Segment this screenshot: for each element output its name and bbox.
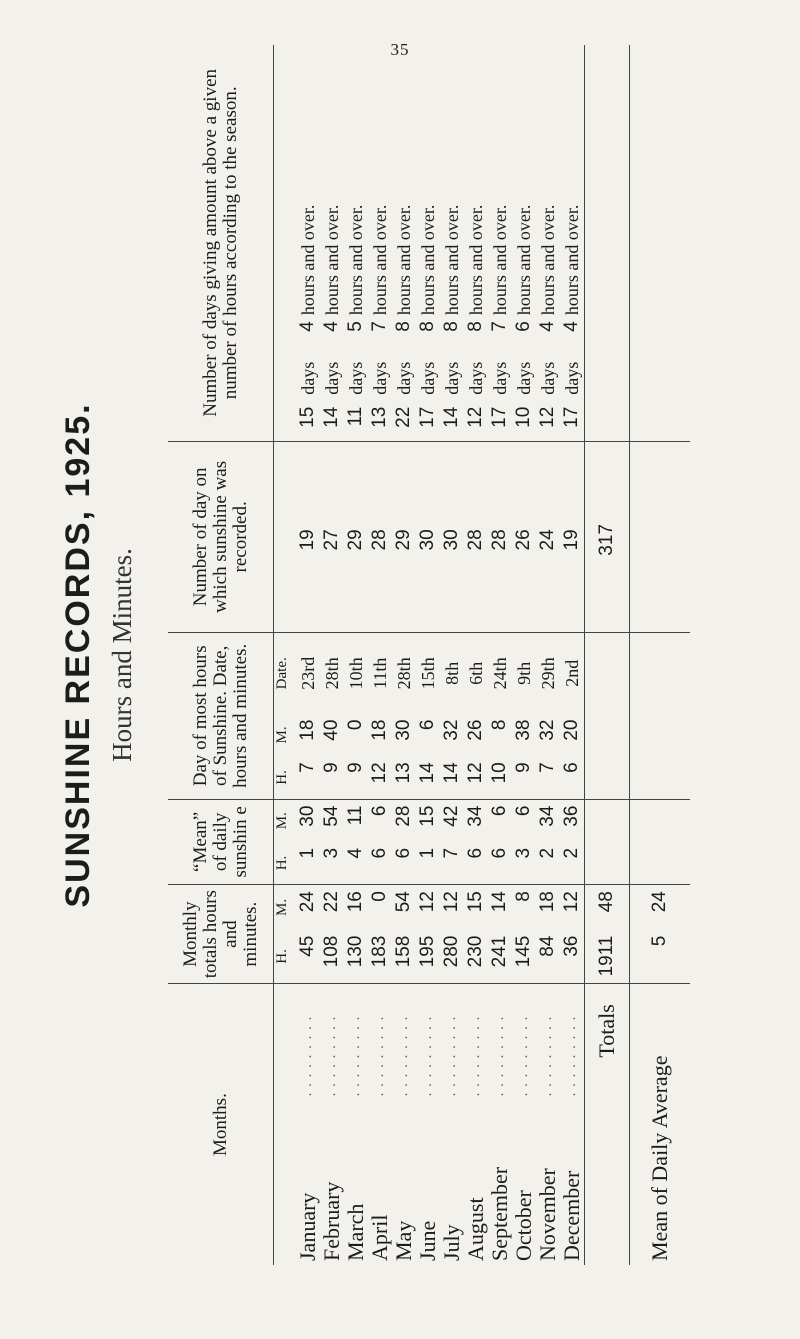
month-name: March bbox=[343, 1203, 368, 1261]
unit-m: M. bbox=[274, 898, 290, 916]
days-label: days bbox=[562, 361, 582, 395]
max-date: 2nd bbox=[562, 659, 582, 687]
empty-cell bbox=[630, 45, 691, 441]
days-recorded: 24 bbox=[536, 441, 560, 632]
leader-dots: ......... bbox=[396, 1010, 411, 1097]
empty-cell bbox=[630, 441, 691, 632]
hours-label: hours and over. bbox=[538, 204, 558, 316]
empty-cell bbox=[630, 633, 691, 800]
leader-dots: ......... bbox=[300, 1010, 315, 1097]
mean-minutes: 30 bbox=[297, 805, 318, 827]
mean-row bbox=[630, 45, 691, 1265]
leader-dots: ......... bbox=[420, 1010, 435, 1097]
max-hours: 9 bbox=[320, 756, 344, 799]
mean-minutes: 54 bbox=[321, 805, 342, 827]
rotated-sheet bbox=[58, 45, 672, 1265]
max-hours: 12 bbox=[368, 756, 392, 799]
month-name: July bbox=[439, 1224, 464, 1261]
total-hours: 183 bbox=[368, 930, 392, 984]
hours-label: hours and over. bbox=[466, 204, 486, 316]
max-date: 11th bbox=[370, 657, 390, 689]
mean-hours: 6 bbox=[488, 842, 512, 885]
mean-hours: 1 bbox=[296, 842, 320, 885]
days-count: 10 bbox=[512, 401, 536, 442]
mean-minutes: 6 bbox=[369, 805, 390, 817]
max-minutes: 0 bbox=[345, 719, 366, 731]
table-row bbox=[344, 45, 368, 1265]
table-row bbox=[416, 45, 440, 1265]
days-recorded: 27 bbox=[320, 441, 344, 632]
leader-dots: ......... bbox=[444, 1010, 459, 1097]
days-label: days bbox=[538, 361, 558, 395]
page-subtitle: Hours and Minutes. bbox=[107, 548, 137, 762]
month-name: September bbox=[487, 1166, 512, 1261]
total-hours: 36 bbox=[560, 930, 585, 984]
days-count: 14 bbox=[320, 401, 344, 442]
total-minutes: 18 bbox=[537, 891, 558, 913]
page-number: 35 bbox=[390, 40, 410, 59]
unit-h: H. bbox=[274, 842, 297, 885]
days-recorded: 30 bbox=[416, 441, 440, 632]
max-minutes: 6 bbox=[417, 719, 438, 731]
totals-minutes: 48 bbox=[585, 885, 630, 930]
total-hours: 45 bbox=[296, 930, 320, 984]
hours-count: 8 bbox=[417, 321, 438, 332]
mean-minutes: 34 bbox=[465, 805, 486, 827]
hours-label: hours and over. bbox=[298, 204, 318, 316]
total-minutes: 8 bbox=[513, 891, 534, 902]
mean-minutes: 28 bbox=[393, 805, 414, 827]
hours-label: hours and over. bbox=[370, 204, 390, 316]
mean-minutes: 36 bbox=[561, 805, 582, 827]
header-days-recorded: Number of day on which sunshine was recorded. bbox=[168, 441, 274, 632]
total-minutes: 12 bbox=[417, 891, 438, 913]
hours-label: hours and over. bbox=[418, 204, 438, 316]
leader-dots: ......... bbox=[468, 1010, 483, 1097]
month-name: January bbox=[295, 1192, 320, 1261]
days-label: days bbox=[394, 361, 414, 395]
hours-count: 6 bbox=[513, 321, 534, 332]
mean-minutes: 11 bbox=[345, 805, 366, 826]
mean-minutes: 42 bbox=[441, 805, 462, 827]
max-hours: 12 bbox=[464, 756, 488, 799]
days-count: 17 bbox=[416, 401, 440, 442]
hours-count: 7 bbox=[489, 321, 510, 332]
header-monthly-totals: Monthly totals hours and minutes. bbox=[168, 885, 274, 984]
days-label: days bbox=[298, 361, 318, 395]
total-minutes: 22 bbox=[321, 891, 342, 913]
total-minutes: 14 bbox=[489, 891, 510, 913]
total-hours: 84 bbox=[536, 930, 560, 984]
days-recorded: 28 bbox=[464, 441, 488, 632]
max-minutes: 26 bbox=[465, 719, 486, 741]
days-count: 11 bbox=[344, 401, 368, 442]
hours-label: hours and over. bbox=[490, 204, 510, 316]
mean-hours: 7 bbox=[440, 842, 464, 885]
days-label: days bbox=[346, 361, 366, 395]
hours-count: 8 bbox=[441, 321, 462, 332]
days-label: days bbox=[418, 361, 438, 395]
month-name: February bbox=[319, 1181, 344, 1261]
total-hours: 241 bbox=[488, 930, 512, 984]
hours-count: 8 bbox=[393, 321, 414, 332]
total-minutes: 16 bbox=[345, 891, 366, 913]
month-name: October bbox=[511, 1190, 536, 1261]
title-block bbox=[58, 45, 158, 1265]
table-row bbox=[368, 45, 392, 1265]
max-date: 28th bbox=[394, 657, 414, 690]
days-recorded: 19 bbox=[560, 441, 585, 632]
unit-m: M. bbox=[274, 812, 290, 830]
hours-count: 4 bbox=[297, 321, 318, 332]
header-months: Months. bbox=[168, 984, 274, 1265]
total-hours: 130 bbox=[344, 930, 368, 984]
hours-label: hours and over. bbox=[562, 204, 582, 316]
hours-label: hours and over. bbox=[442, 204, 462, 316]
mean-hours: 3 bbox=[320, 842, 344, 885]
total-minutes: 12 bbox=[561, 891, 582, 913]
table-row bbox=[296, 45, 320, 1265]
hours-count: 4 bbox=[321, 321, 342, 332]
days-recorded: 30 bbox=[440, 441, 464, 632]
max-hours: 6 bbox=[560, 756, 585, 799]
month-name: June bbox=[415, 1220, 440, 1261]
mean-hours: 4 bbox=[344, 842, 368, 885]
leader-dots: ......... bbox=[324, 1010, 339, 1097]
total-minutes: 12 bbox=[441, 891, 462, 913]
total-minutes: 54 bbox=[393, 891, 414, 913]
unit-m: M. bbox=[274, 726, 290, 744]
mean-hours: 6 bbox=[392, 842, 416, 885]
hours-count: 8 bbox=[465, 321, 486, 332]
mean-hours: 2 bbox=[560, 842, 585, 885]
max-hours: 9 bbox=[344, 756, 368, 799]
mean-hours: 1 bbox=[416, 842, 440, 885]
max-date: 8th bbox=[442, 661, 462, 685]
max-date: 28th bbox=[322, 657, 342, 690]
days-label: days bbox=[322, 361, 342, 395]
hours-label: hours and over. bbox=[322, 204, 342, 316]
days-recorded: 29 bbox=[344, 441, 368, 632]
mean-hours: 6 bbox=[464, 842, 488, 885]
leader-dots: ......... bbox=[540, 1010, 555, 1097]
max-minutes: 18 bbox=[297, 719, 318, 741]
days-label: days bbox=[466, 361, 486, 395]
max-minutes: 30 bbox=[393, 719, 414, 741]
total-hours: 280 bbox=[440, 930, 464, 984]
max-minutes: 38 bbox=[513, 719, 534, 741]
days-label: days bbox=[490, 361, 510, 395]
table-row bbox=[440, 45, 464, 1265]
days-count: 14 bbox=[440, 401, 464, 442]
max-hours: 7 bbox=[296, 756, 320, 799]
max-hours: 13 bbox=[392, 756, 416, 799]
unit-date: Date. bbox=[274, 657, 290, 690]
mean-hours: 2 bbox=[536, 842, 560, 885]
hours-label: hours and over. bbox=[394, 204, 414, 316]
mean-minutes: 6 bbox=[489, 805, 510, 817]
units-row bbox=[274, 45, 297, 1265]
days-count: 17 bbox=[560, 401, 585, 442]
page-title: SUNSHINE RECORDS, 1925. bbox=[59, 402, 97, 908]
unit-h: H. bbox=[274, 756, 297, 799]
days-label: days bbox=[514, 361, 534, 395]
days-recorded: 29 bbox=[392, 441, 416, 632]
total-minutes: 0 bbox=[369, 891, 390, 902]
days-count: 12 bbox=[536, 401, 560, 442]
totals-hours: 1911 bbox=[585, 930, 630, 984]
unit-h: H. bbox=[274, 930, 297, 984]
max-date: 23rd bbox=[298, 656, 318, 690]
empty-cell bbox=[630, 799, 691, 885]
mean-minutes: 34 bbox=[537, 805, 558, 827]
max-hours: 9 bbox=[512, 756, 536, 799]
max-minutes: 32 bbox=[441, 719, 462, 741]
days-recorded: 19 bbox=[296, 441, 320, 632]
month-name: December bbox=[559, 1170, 584, 1261]
days-label: days bbox=[370, 361, 390, 395]
days-count: 17 bbox=[488, 401, 512, 442]
totals-label: Totals bbox=[585, 984, 630, 1265]
table-row bbox=[560, 45, 585, 1265]
empty-cell bbox=[585, 45, 630, 441]
hours-label: hours and over. bbox=[514, 204, 534, 316]
totals-days: 317 bbox=[585, 441, 630, 632]
total-hours: 108 bbox=[320, 930, 344, 984]
days-label: days bbox=[442, 361, 462, 395]
hours-count: 4 bbox=[537, 321, 558, 332]
leader-dots: ......... bbox=[516, 1010, 531, 1097]
empty-cell bbox=[585, 799, 630, 885]
mean-hours: 6 bbox=[368, 842, 392, 885]
table-row bbox=[392, 45, 416, 1265]
mean-minutes: 15 bbox=[417, 805, 438, 827]
total-hours: 195 bbox=[416, 930, 440, 984]
table-row bbox=[536, 45, 560, 1265]
total-minutes: 24 bbox=[297, 891, 318, 913]
leader-dots: ......... bbox=[372, 1010, 387, 1097]
hours-label: hours and over. bbox=[346, 204, 366, 316]
max-hours: 7 bbox=[536, 756, 560, 799]
hours-count: 7 bbox=[369, 321, 390, 332]
max-date: 24th bbox=[490, 657, 510, 690]
hours-count: 5 bbox=[345, 321, 366, 332]
days-count: 13 bbox=[368, 401, 392, 442]
header-mean-daily: “Mean” of daily sunshin e bbox=[168, 799, 274, 885]
max-date: 9th bbox=[514, 661, 534, 685]
days-recorded: 28 bbox=[368, 441, 392, 632]
max-hours: 14 bbox=[416, 756, 440, 799]
totals-row bbox=[585, 45, 630, 1265]
total-hours: 158 bbox=[392, 930, 416, 984]
month-name: April bbox=[367, 1214, 392, 1261]
table-row bbox=[320, 45, 344, 1265]
max-minutes: 18 bbox=[369, 719, 390, 741]
days-recorded: 26 bbox=[512, 441, 536, 632]
leader-dots: ......... bbox=[348, 1010, 363, 1097]
max-minutes: 32 bbox=[537, 719, 558, 741]
table-row bbox=[488, 45, 512, 1265]
max-minutes: 40 bbox=[321, 719, 342, 741]
max-date: 15th bbox=[418, 657, 438, 690]
header-most-hours-day: Day of most hours of Sunshine. Date, hours and minutes. bbox=[168, 633, 274, 800]
header-days-amount: Number of days giving amount above a given number of hours according to the season. bbox=[168, 45, 274, 441]
max-minutes: 20 bbox=[561, 719, 582, 741]
table-row bbox=[464, 45, 488, 1265]
max-minutes: 8 bbox=[489, 719, 510, 731]
table-row bbox=[512, 45, 536, 1265]
leader-dots: ......... bbox=[492, 1010, 507, 1097]
max-date: 6th bbox=[466, 661, 486, 685]
hours-count: 4 bbox=[561, 321, 582, 332]
days-recorded: 28 bbox=[488, 441, 512, 632]
days-count: 15 bbox=[296, 401, 320, 442]
empty-cell bbox=[585, 633, 630, 800]
month-name: November bbox=[535, 1168, 560, 1261]
mean-label: Mean of Daily Average bbox=[630, 984, 691, 1265]
days-count: 22 bbox=[392, 401, 416, 442]
max-date: 10th bbox=[346, 657, 366, 690]
total-hours: 230 bbox=[464, 930, 488, 984]
days-count: 12 bbox=[464, 401, 488, 442]
mean-daily-hours: 5 bbox=[630, 930, 691, 984]
month-name: May bbox=[391, 1220, 416, 1261]
total-hours: 145 bbox=[512, 930, 536, 984]
leader-dots: ......... bbox=[564, 1010, 579, 1097]
max-hours: 10 bbox=[488, 756, 512, 799]
mean-hours: 3 bbox=[512, 842, 536, 885]
max-date: 29th bbox=[538, 657, 558, 690]
max-hours: 14 bbox=[440, 756, 464, 799]
month-name: August bbox=[463, 1197, 488, 1261]
mean-minutes: 6 bbox=[513, 805, 534, 817]
total-minutes: 15 bbox=[465, 891, 486, 913]
mean-daily-minutes: 24 bbox=[630, 885, 691, 930]
sunshine-table bbox=[168, 45, 690, 1265]
